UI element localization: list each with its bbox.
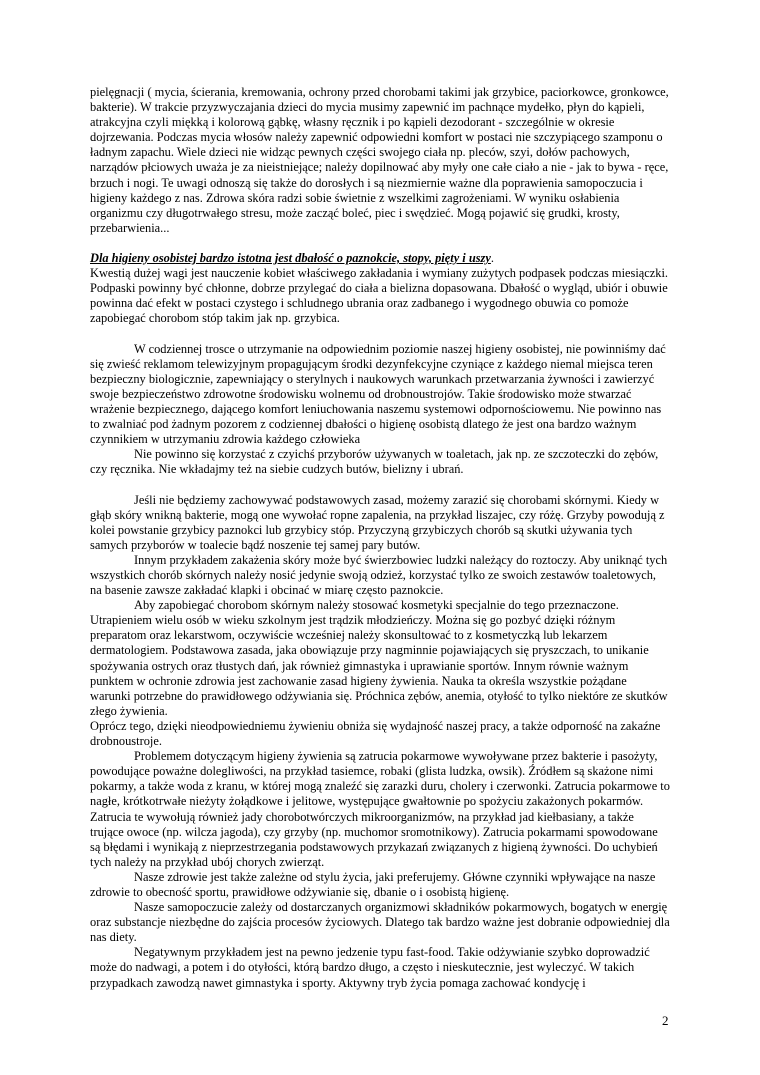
paragraph-personal-items: Nie powinno się korzystać z czyichś przyborów używanych w toaletach, jak np. ze szczoteczki do zębów, czy ręcznika. Nie wkładajmy też na siebie cudzych butów, bielizny i ubrań. <box>90 447 659 477</box>
paragraph-skin-care: pielęgnacji ( mycia, ścierania, kremowania, ochrony przed chorobami takimi jak grzybice, paciorkowce, gronkowce, bakterie). W trakcie przyzwyczajania dzieci do mycia musimy zapewnić im pachnące mydełko, płyn do kąpieli, atrakcyjna czyli miękką i kolorową gąbkę, własny ręcznik i po kąpieli dezodorant - szczególnie w okresie dojrzewania. Podczas mycia włosów należy zapewnić odpowiedni komfort w postaci nie szczypiącego szamponu o ładnym zapachu. Wiele dzieci nie widząc pewnych części swojego ciała np. pleców, szyi, dołów pachowych, narządów płciowych uważa je za nieistniejące; należy dopilnować aby myły one całe ciało a nie - jak to bywa - ręce, brzuch i nogi. Te uwagi odnoszą się także do dorosłych i są niezmiernie ważne dla poprawienia samopoczucia i higieny każdego z nas. Zdrowa skóra radzi sobie świetnie z wszelkimi zagrożeniami. W wyniku osłabienia organizmu czy długotrwałego stresu, może zacząć boleć, piec i swędzieć. Mogą pojawić się grudki, krosty, przebarwienia... <box>90 85 669 235</box>
paragraph-hygiene-women: Kwestią dużej wagi jest nauczenie kobiet właściwego zakładania i wymiany zużytych podpasek podczas miesiączki. Podpaski powinny być chłonne, dobrze przylegać do ciała a bielizna dopasowana. Dbałość o wygląd, ubiór i obuwie powinna dać efekt w postaci czystego i schludnego ubrania oraz zadbanego i wygodnego obuwia co pomoże zapobiegać chorobom stóp takim jak np. grzybica. <box>90 266 669 326</box>
section-heading-text: Dla higieny osobistej bardzo istotna jest dbałość o paznokcie, stopy, pięty i uszy <box>90 251 491 266</box>
paragraph-scabies: Innym przykładem zakażenia skóry może być świerzbowiec ludzki należący do roztoczy. Aby uniknąć tych wszystkich chorób skórnych należy nosić jedynie swoją odzież, korzystać tylko ze swoich zestawów toaletowych, na basenie zawsze zakładać klapki i obcinać w miarę często paznokcie. <box>90 552 668 598</box>
paragraph-lifestyle: Nasze zdrowie jest także zależne od stylu życia, jaki preferujemy. Główne czynniki wpływające na nasze zdrowie to obecność sportu, prawidłowe odżywianie się, dbanie o i osobistą higienę. <box>90 869 656 899</box>
paragraph-fast-food: Negatywnym przykładem jest na pewno jedzenie typu fast-food. Takie odżywianie szybko doprowadzić może do nadwagi, a potem i do otyłości, którą bardzo długo, a często i nieskutecznie, jest wyleczyć. W takich przypadkach zawodzą nawet gimnastyka i sporty. Aktywny tryb życia pomaga zachować kondycję i <box>90 945 650 990</box>
paragraph-daily-care: W codziennej trosce o utrzymanie na odpowiednim poziomie naszej higieny osobistej, nie powinniśmy dać się zwieść reklamom telewizyjnym propagującym środki dezynfekcyjne czyniące z każdego niemal miejsca teren bezpieczny biologicznie, zapewniający o sterylnych i naukowych warunkach przetwarzania żywności i zawierzyć swoje bezpieczeństwo zdrowotne środowisku wolnemu od drobnoustrojów. Takie środowisko może stwarzać wrażenie bezpiecznego, dającego komfort leniuchowania naszemu systemowi odpornościowemu. Nie powinno nas to zwalniać pod żadnym pozorem z codziennej dbałości o higienę osobistą dlatego że jest ona bardzo ważnym czynnikiem w utrzymaniu zdrowia każdego człowieka <box>90 341 666 447</box>
paragraph-food-poisoning: Problemem dotyczącym higieny żywienia są zatrucia pokarmowe wywoływane przez bakterie i pasożyty, powodujące poważne dolegliwości, na przykład tasiemce, robaki (glista ludzka, owsik). Źródłem są skażone nimi pokarmy, a także woda z kranu, w której mogą znaleźć się zarazki duru, cholery i czerwonki. Zatrucia pokarmowe to nagłe, krótkotrwałe nieżyty żołądkowe i jelitowe, występujące gwałtownie po spożyciu zakażonych pokarmów. Zatrucia te wywołują również jady chorobotwórczych mikroorganizmów, na przykład jad kiełbasiany, a także trujące owoce (np. wilcza jagoda), czy grzyby (np. muchomor sromotnikowy). Zatrucia pokarmami spowodowane są błędami i wynikają z nieprzestrzegania podstawowych przykazań związanych z higieną żywności. Do uchybień tych należy na przykład ubój chorych zwierząt. <box>90 749 670 869</box>
section-heading <box>90 251 670 266</box>
paragraph-nutrition-effects: Oprócz tego, dzięki nieodpowiedniemu żywieniu obniża się wydajność naszej pracy, a także odporność na zakaźne drobnoustroje. <box>90 718 661 749</box>
document-page <box>90 85 670 991</box>
paragraph-skin-diseases: Jeśli nie będziemy zachowywać podstawowych zasad, możemy zarazić się chorobami skórnymi. Kiedy w głąb skóry wnikną bakterie, mogą one wywołać ropne zapalenia, na przykład liszajec, czy różę. Grzyby powodują z kolei powstanie grzybicy paznokci lub grzybicy stóp. Przyczyną grzybiczych chorób są skutki używania tych samych przyborów w toalecie bądź noszenie tej samej pary butów. <box>90 492 665 552</box>
paragraph-acne: Aby zapobiegać chorobom skórnym należy stosować kosmetyki specjalnie do tego przeznaczone. Utrapieniem wielu osób w wieku szkolnym jest trądzik młodzieńczy. Można się go pozbyć dzięki różnym preparatom oraz lekarstwom, oczywiście wcześniej należy skonsultować to z kosmetyczką lub lekarzem dermatologiem. Podstawowa zasada, jaka obowiązuje przy nagminnie pojawiających się pryszczach, to unikanie spożywania ostrych oraz tłustych dań, jak również gimnastyka i uprawianie sportów. Innym równie ważnym punktem w ochronie zdrowia jest zachowanie zasad higieny żywienia. Nauka ta określa wszystkie pożądane warunki potrzebne do prawidłowego odżywiania się. Próchnica zębów, anemia, otyłość to tylko niektóre ze skutków złego żywienia. <box>90 598 668 718</box>
page-number: 2 <box>662 1013 669 1028</box>
section-heading-period: . <box>490 251 494 266</box>
paragraph-wellbeing: Nasze samopoczucie zależy od dostarczanych organizmowi składników pokarmowych, bogatych w energię oraz substancje niezbędne do zajścia procesów życiowych. Dlatego tak bardzo ważne jest dobranie odpowiedniej dla nas diety. <box>90 900 670 945</box>
